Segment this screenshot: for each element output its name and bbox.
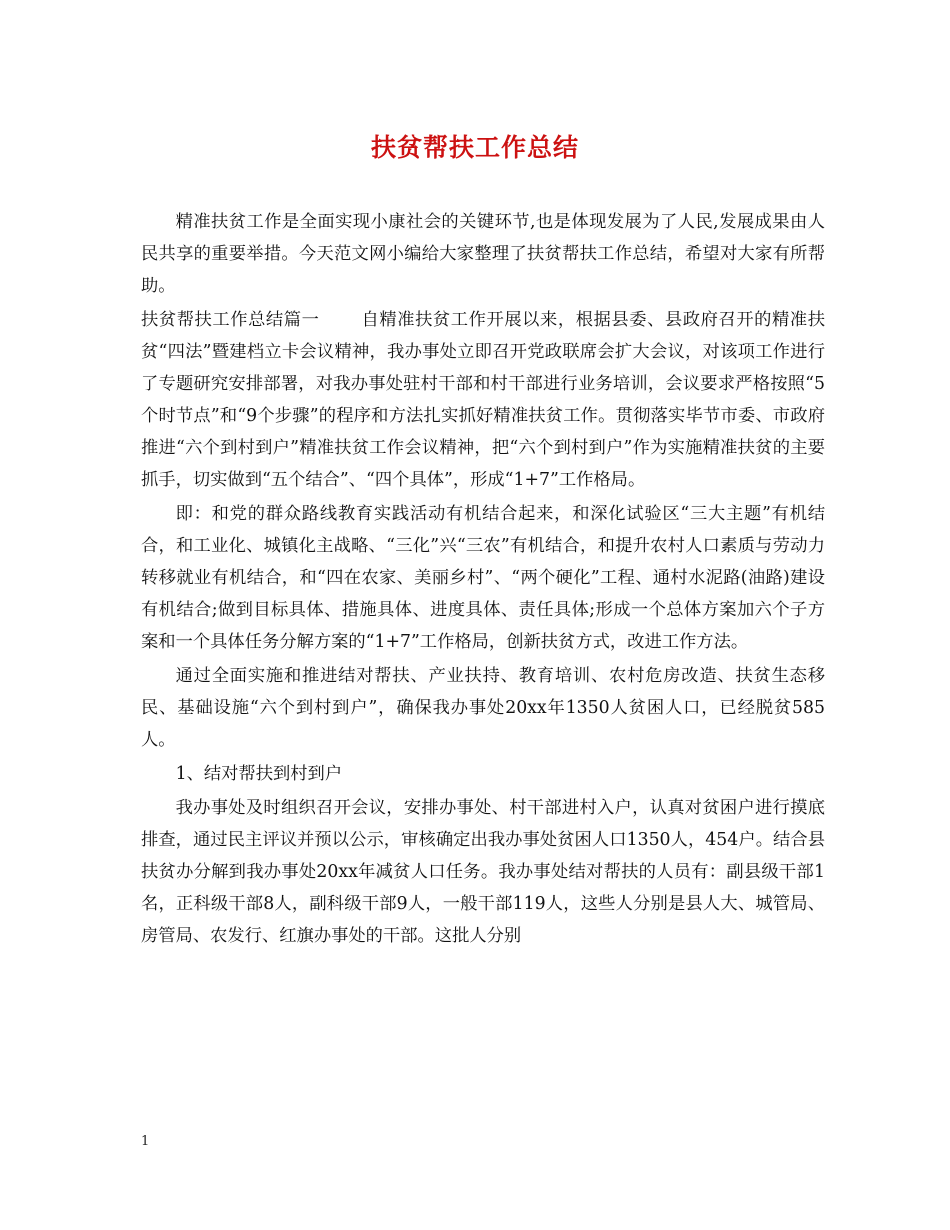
section-paragraph bbox=[141, 304, 825, 496]
subheading-pairing: 1、结对帮扶到村到户 bbox=[175, 764, 343, 784]
document-body bbox=[141, 206, 825, 954]
result-paragraph: 通过全面实施和推进结对帮扶、产业扶持、教育培训、农村危房改造、扶贫生态移民、基础设施“六个到村到户”，确保我办事处20xx年1350人贫困人口，已经脱贫585人。 bbox=[141, 666, 825, 750]
page-number: 1 bbox=[141, 1134, 150, 1149]
document-title: 扶贫帮扶工作总结 bbox=[370, 133, 579, 162]
section-body: 自精准扶贫工作开展以来，根据县委、县政府召开的精准扶贫“四法”暨建档立卡会议精神，我办事处立即召开党政联席会扩大会议，对该项工作进行了专题研究安排部署，对我办事处驻村干部和村干部进行业务培训，会议要求严格按照“5个时节点”和“9个步骤”的程序和方法扎实抓好精准扶贫工作。贯彻落实毕节市委、市政府推进“六个到村到户”精准扶贫工作会议精神，把“六个到村到户”作为实施精准扶贫的主要抓手，切实做到“五个结合”、“四个具体”，形成“1+7”工作格局。 bbox=[141, 310, 825, 490]
detail-paragraph: 我办事处及时组织召开会议，安排办事处、村干部进村入户，认真对贫困户进行摸底排查，通过民主评议并预以公示，审核确定出我办事处贫困人口1350人，454户。结合县扶贫办分解到我办事处20xx年减贫人口任务。我办事处结对帮扶的人员有：副县级干部1名，正科级干部8人，副科级干部9人，一般干部119人，这些人分别是县人大、城管局、房管局、农发行、红旗办事处的干部。这批人分别 bbox=[141, 798, 825, 946]
combine-paragraph: 即：和党的群众路线教育实践活动有机结合起来，和深化试验区“三大主题”有机结合，和工业化、城镇化主战略、“三化”兴“三农”有机结合，和提升农村人口素质与劳动力转移就业有机结合，和“四在农家、美丽乡村”、“两个硬化”工程、通村水泥路(油路)建设有机结合;做到目标具体、措施具体、进度具体、责任具体;形成一个总体方案加六个子方案和一个具体任务分解方案的“1+7”工作格局，创新扶贫方式，改进工作方法。 bbox=[141, 504, 825, 652]
intro-paragraph: 精准扶贫工作是全面实现小康社会的关键环节,也是体现发展为了人民,发展成果由人民共享的重要举措。今天范文网小编给大家整理了扶贫帮扶工作总结，希望对大家有所帮助。 bbox=[141, 212, 825, 296]
section-heading: 扶贫帮扶工作总结篇一 bbox=[141, 310, 320, 330]
